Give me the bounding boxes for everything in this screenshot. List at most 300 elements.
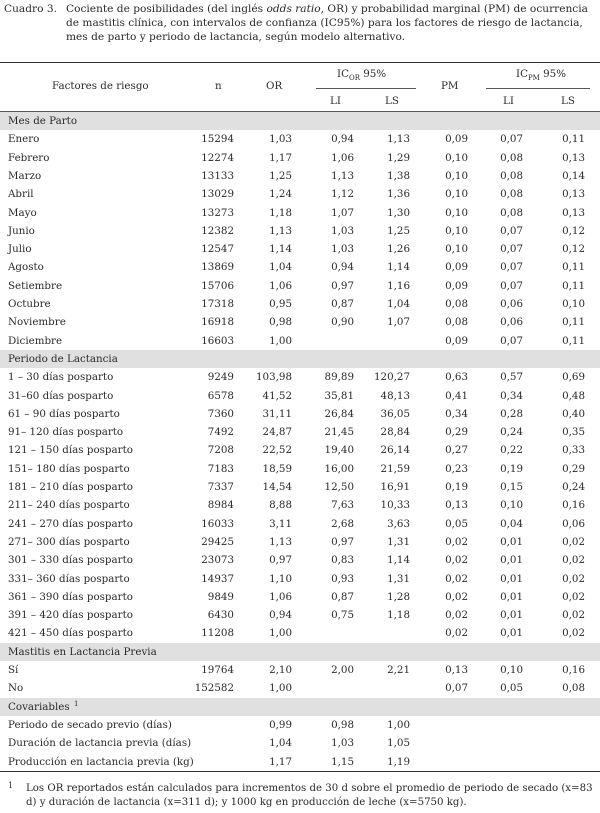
cell-ic-or-li: 0,94 [331,133,354,146]
table-bottom-rule [0,771,600,772]
header-pm: PM [441,80,459,92]
header-ic-or [337,68,386,82]
cell-factor: Mayo [8,206,37,219]
cell-n: 13133 [201,169,234,182]
cell-or: 1,06 [269,590,292,603]
cell-factor: Julio [8,243,32,256]
cell-pm: 0,27 [445,444,468,457]
table-row [0,570,600,588]
cell-ic-pm-ls: 0,69 [562,371,585,384]
cell-factor: Setiembre [8,279,63,292]
cell-ic-pm-li: 0,08 [500,169,523,182]
cell-ic-pm-li: 0,07 [500,243,523,256]
header-ic-pm [516,68,566,82]
cell-n: 7183 [207,462,234,475]
cell-factor: Sí [8,664,19,676]
cell-ic-or-ls: 1,19 [387,755,410,768]
cell-or: 0,98 [269,316,292,329]
cell-ic-or-li: 0,98 [331,718,354,731]
table-row [0,405,600,423]
cell-ic-pm-ls: 0,02 [562,590,585,603]
cell-n: 9249 [207,371,234,384]
footnote [4,782,596,810]
cell-or: 8,88 [269,499,292,512]
cell-ic-or-ls: 1,31 [387,572,410,585]
cell-ic-or-li: 16,00 [324,462,354,475]
cell-factor: 361 – 390 días posparto [8,590,133,603]
table-row [0,185,600,203]
cell-pm: 0,09 [445,279,468,292]
caption-label: Cuadro 3. [4,3,57,15]
cell-factor: 61 – 90 días posparto [8,407,120,420]
cell-factor: 391 – 420 días posparto [8,609,133,622]
cell-n: 6430 [207,609,234,622]
cell-ic-or-li: 0,97 [331,535,354,548]
cell-ic-or-li: 0,87 [331,590,354,603]
cell-pm: 0,08 [445,316,468,329]
table-row [0,295,600,313]
cell-pm: 0,05 [445,517,468,530]
cell-ic-pm-ls: 0,33 [562,444,585,457]
table-caption [4,2,596,45]
cell-ic-or-ls: 26,14 [380,444,410,457]
cell-or: 22,52 [262,444,292,457]
cell-n: 16033 [201,517,234,530]
section-header [0,112,600,130]
cell-ic-or-ls: 1,38 [387,169,410,182]
cell-ic-or-ls: 1,04 [387,298,410,310]
section-header [0,643,600,661]
caption-text-pre: Cociente de posibilidades (del inglés [66,3,267,15]
cell-ic-or-ls: 2,21 [387,664,410,676]
cell-pm: 0,02 [445,627,468,640]
cell-or: 1,04 [269,261,292,274]
cell-ic-or-ls: 1,36 [387,188,410,201]
cell-factor: 241 – 270 días posparto [8,517,133,530]
cell-pm: 0,63 [445,371,468,384]
cell-ic-pm-ls: 0,02 [562,572,585,585]
cell-or: 1,00 [269,627,292,640]
cell-ic-pm-ls: 0,02 [562,609,585,622]
table-row [0,588,600,606]
table-row [0,130,600,148]
cell-n: 12382 [201,224,234,237]
table-row [0,313,600,331]
header-or: OR [266,80,283,92]
cell-ic-or-ls: 1,05 [387,737,410,750]
cell-ic-or-ls: 1,00 [387,718,410,731]
cell-ic-or-ls: 21,59 [380,462,410,475]
cell-ic-pm-ls: 0,11 [562,334,585,347]
cell-ic-pm-li: 0,15 [500,481,523,493]
cell-ic-or-li: 7,63 [331,499,354,512]
cell-or: 14,54 [262,481,292,493]
cell-pm: 0,09 [445,261,468,274]
header-n: n [215,80,222,92]
cell-ic-pm-ls: 0,16 [562,499,585,512]
cell-ic-or-li: 1,12 [331,188,354,201]
cell-or: 1,00 [269,334,292,347]
cell-factor: Agosto [8,261,44,274]
table-row [0,753,600,771]
cell-or: 0,99 [269,718,292,731]
cell-pm: 0,07 [445,682,468,695]
cell-or: 41,52 [262,389,292,402]
cell-ic-pm-li: 0,01 [500,554,523,567]
cell-ic-or-ls: 1,31 [387,535,410,548]
cell-factor: Octubre [8,298,51,310]
table-row [0,734,600,752]
section-title: Mes de Parto [8,115,78,127]
cell-pm: 0,41 [445,389,468,402]
table-row [0,258,600,276]
cell-ic-pm-ls: 0,35 [562,426,585,439]
cell-ic-pm-li: 0,01 [500,572,523,585]
cell-n: 12274 [201,151,234,164]
cell-ic-or-ls: 28,84 [380,426,410,439]
table-row [0,661,600,679]
cell-factor: 1 – 30 días posparto [8,371,114,384]
cell-ic-or-ls: 120,27 [373,371,410,384]
cell-factor: 31–60 días posparto [8,389,114,402]
cell-ic-pm-ls: 0,11 [562,133,585,146]
cell-ic-or-li: 1,13 [331,169,354,182]
cell-ic-or-li: 19,40 [324,444,354,457]
cell-ic-or-ls: 1,14 [387,261,410,274]
cell-n: 6578 [207,389,234,402]
cell-n: 19764 [201,664,234,676]
table-row [0,149,600,167]
cell-or: 24,87 [262,426,292,439]
header-factores: Factores de riesgo [52,80,149,92]
cell-ic-or-ls: 1,13 [387,133,410,146]
cell-ic-or-ls: 1,07 [387,316,410,329]
cell-ic-or-li: 0,75 [331,609,354,622]
section-title-sup: 1 [74,699,79,708]
header-ic-pm-sub: PM [527,74,540,83]
table-row [0,478,600,496]
cell-pm: 0,10 [445,151,468,164]
cell-ic-or-ls: 1,30 [387,206,410,219]
cell-ic-pm-li: 0,57 [500,371,523,384]
cell-ic-or-li: 1,06 [331,151,354,164]
cell-ic-pm-li: 0,24 [500,426,523,439]
cell-ic-or-ls: 16,91 [380,481,410,493]
cell-ic-pm-ls: 0,14 [562,169,585,182]
header-ic-pm-rule [486,88,590,89]
table-row [0,368,600,386]
cell-pm: 0,10 [445,188,468,201]
cell-pm: 0,02 [445,609,468,622]
section-title: Mastitis en Lactancia Previa [8,645,157,658]
cell-ic-pm-ls: 0,06 [562,517,585,530]
cell-n: 13869 [201,261,234,274]
cell-n: 17318 [201,298,234,310]
table-row [0,441,600,459]
cell-ic-or-ls: 1,14 [387,554,410,567]
cell-ic-pm-ls: 0,12 [562,224,585,237]
cell-ic-or-ls: 3,63 [387,517,410,530]
cell-ic-pm-ls: 0,11 [562,279,585,292]
cell-ic-pm-li: 0,08 [500,206,523,219]
cell-or: 1,17 [269,151,292,164]
cell-n: 13273 [201,206,234,219]
cell-n: 7360 [207,407,234,420]
cell-or: 1,06 [269,279,292,292]
cell-ic-pm-ls: 0,13 [562,206,585,219]
cell-ic-pm-li: 0,10 [500,664,523,676]
cell-pm: 0,09 [445,334,468,347]
cell-ic-pm-li: 0,22 [500,444,523,457]
cell-ic-pm-ls: 0,48 [562,389,585,402]
cell-pm: 0,02 [445,554,468,567]
cell-or: 1,13 [269,535,292,548]
header-ic-or-rule [316,88,416,89]
cell-n: 7492 [207,426,234,439]
cell-factor: Marzo [8,169,42,182]
cell-ic-or-li: 35,81 [324,389,354,402]
cell-ic-pm-ls: 0,12 [562,243,585,256]
cell-pm: 0,13 [445,664,468,676]
cell-factor: Febrero [8,151,50,164]
cell-factor: 121 – 150 días posparto [8,444,133,457]
cell-ic-or-ls: 1,25 [387,224,410,237]
cell-factor: 331– 360 días posparto [8,572,130,585]
cell-or: 1,18 [269,206,292,219]
cell-ic-or-li: 21,45 [324,426,354,439]
cell-ic-pm-ls: 0,10 [562,298,585,310]
cell-ic-or-li: 0,94 [331,261,354,274]
table-row [0,387,600,405]
cell-ic-pm-li: 0,07 [500,261,523,274]
cell-or: 0,97 [269,554,292,567]
header-ic-pm-post: 95% [539,68,567,80]
cell-ic-pm-li: 0,07 [500,133,523,146]
cell-ic-pm-li: 0,01 [500,535,523,548]
cell-n: 7208 [207,444,234,457]
cell-factor: 151– 180 días posparto [8,462,130,475]
cell-factor: Noviembre [8,316,66,329]
cell-n: 7337 [207,481,234,493]
table-row [0,496,600,514]
header-ls: LS [385,95,399,107]
cell-or: 31,11 [262,407,292,420]
cell-factor: No [8,682,24,695]
cell-factor: 301 – 330 días posparto [8,554,133,567]
cell-or: 1,14 [269,243,292,256]
cell-ic-or-ls: 48,13 [380,389,410,402]
cell-ic-pm-li: 0,34 [500,389,523,402]
header-ic-pm-pre: IC [516,68,528,80]
cell-or: 2,10 [269,664,292,676]
cell-n: 16603 [201,334,234,347]
cell-or: 1,24 [269,188,292,201]
cell-ic-pm-li: 0,01 [500,609,523,622]
cell-n: 9849 [207,590,234,603]
cell-factor: Junio [8,224,35,237]
header-ic-or-post: 95% [359,68,387,80]
cell-n: 15706 [201,279,234,292]
cell-ic-pm-ls: 0,13 [562,151,585,164]
cell-pm: 0,02 [445,590,468,603]
table-row [0,716,600,734]
cell-ic-or-li: 0,87 [331,298,354,310]
cell-factor: 91– 120 días posparto [8,426,124,439]
cell-ic-or-li: 0,97 [331,279,354,292]
table-row [0,624,600,642]
cell-factor: 211– 240 días posparto [8,499,130,512]
header-li-pm: LI [503,95,514,107]
cell-ic-or-ls: 10,33 [380,499,410,512]
table-row [0,423,600,441]
section-title: Periodo de Lactancia [8,352,118,365]
cell-factor: Enero [8,133,40,146]
table-row [0,515,600,533]
section-header [0,698,600,716]
cell-ic-or-li: 0,93 [331,572,354,585]
cell-n: 29425 [201,535,234,548]
footnote-marker: 1 [8,781,14,790]
cell-ic-or-li: 1,15 [331,755,354,768]
header-li: LI [330,95,341,107]
cell-factor: Diciembre [8,334,63,347]
cell-or: 18,59 [262,462,292,475]
cell-pm: 0,34 [445,407,468,420]
cell-n: 152582 [194,682,234,695]
cell-ic-pm-li: 0,04 [500,517,523,530]
cell-pm: 0,02 [445,572,468,585]
cell-factor: 181 – 210 días posparto [8,481,133,493]
cell-pm: 0,10 [445,169,468,182]
table-row [0,332,600,350]
cell-or: 0,95 [269,298,292,310]
cell-or: 1,00 [269,682,292,695]
cell-pm: 0,10 [445,224,468,237]
cell-ic-or-li: 1,07 [331,206,354,219]
table-row [0,460,600,478]
cell-ic-pm-ls: 0,40 [562,407,585,420]
section-title: Covariables [8,700,70,713]
cell-ic-pm-ls: 0,11 [562,316,585,329]
table-row [0,606,600,624]
cell-ic-pm-ls: 0,02 [562,554,585,567]
cell-ic-pm-li: 0,07 [500,279,523,292]
cell-or: 3,11 [269,517,292,530]
cell-pm: 0,02 [445,535,468,548]
cell-ic-pm-li: 0,28 [500,407,523,420]
cell-n: 15294 [201,133,234,146]
table-row [0,204,600,222]
cell-or: 1,04 [269,737,292,750]
cell-ic-pm-ls: 0,29 [562,462,585,475]
cell-factor: Abril [8,188,34,201]
cell-n: 12547 [201,243,234,256]
header-ic-or-sub: OR [348,74,360,83]
caption-text [66,2,596,45]
cell-ic-or-li: 1,03 [331,243,354,256]
cell-pm: 0,10 [445,243,468,256]
cell-ic-or-li: 1,03 [331,737,354,750]
cell-ic-pm-li: 0,06 [500,298,523,310]
cell-ic-or-li: 1,03 [331,224,354,237]
cell-n: 13029 [201,188,234,201]
cell-ic-pm-ls: 0,11 [562,261,585,274]
cell-factor: 271– 300 días posparto [8,535,130,548]
cell-ic-pm-li: 0,06 [500,316,523,329]
header-ls-pm: LS [561,95,575,107]
cell-n: 8984 [207,499,234,512]
cell-ic-pm-ls: 0,08 [562,682,585,695]
cell-or: 0,94 [269,609,292,622]
cell-n: 14937 [201,572,234,585]
cell-factor: Producción en lactancia previa (kg) [8,755,194,768]
table-row [0,222,600,240]
cell-ic-pm-li: 0,10 [500,499,523,512]
cell-n: 23073 [201,554,234,567]
cell-pm: 0,23 [445,462,468,475]
table-row [0,167,600,185]
cell-or: 1,13 [269,224,292,237]
cell-ic-or-ls: 1,28 [387,590,410,603]
cell-or: 1,17 [269,755,292,768]
cell-ic-or-ls: 36,05 [380,407,410,420]
cell-ic-or-li: 2,68 [331,517,354,530]
cell-ic-or-ls: 1,26 [387,243,410,256]
header-ic-or-pre: IC [337,68,349,80]
cell-pm: 0,09 [445,133,468,146]
cell-n: 11208 [201,627,234,640]
table-row [0,679,600,697]
table-row [0,240,600,258]
cell-ic-pm-li: 0,08 [500,151,523,164]
table-row [0,277,600,295]
cell-pm: 0,19 [445,481,468,493]
cell-ic-pm-li: 0,08 [500,188,523,201]
table-top-rule [0,62,600,63]
cell-ic-or-li: 0,83 [331,554,354,567]
cell-n: 16918 [201,316,234,329]
table-row [0,533,600,551]
cell-ic-pm-li: 0,19 [500,462,523,475]
section-header [0,350,600,368]
cell-pm: 0,08 [445,298,468,310]
cell-or: 1,25 [269,169,292,182]
cell-ic-pm-ls: 0,16 [562,664,585,676]
table-row [0,551,600,569]
cell-ic-or-li: 89,89 [324,371,354,384]
cell-factor: Periodo de secado previo (días) [8,718,172,731]
cell-ic-pm-ls: 0,13 [562,188,585,201]
cell-ic-or-ls: 1,18 [387,609,410,622]
cell-ic-pm-li: 0,01 [500,627,523,640]
cell-ic-pm-ls: 0,02 [562,535,585,548]
cell-ic-pm-ls: 0,02 [562,627,585,640]
cell-ic-or-li: 0,90 [331,316,354,329]
cell-pm: 0,29 [445,426,468,439]
cell-ic-or-ls: 1,29 [387,151,410,164]
cell-pm: 0,10 [445,206,468,219]
caption-text-italic: odds ratio [266,3,321,15]
cell-ic-pm-li: 0,05 [500,682,523,695]
cell-ic-pm-li: 0,07 [500,334,523,347]
cell-or: 1,03 [269,133,292,146]
caption-text-post: , OR) y probabilidad marginal (PM) de ocurrencia de mastitis clínica, con intervalos de confianza (IC95%) para los factores de riesgo de lactancia, mes de parto y periodo de lactancia, según modelo alternativo. [66,3,588,44]
cell-ic-or-li: 12,50 [324,481,354,493]
cell-ic-or-ls: 1,16 [387,279,410,292]
cell-ic-pm-li: 0,07 [500,224,523,237]
cell-ic-or-li: 2,00 [331,664,354,676]
cell-or: 1,10 [269,572,292,585]
